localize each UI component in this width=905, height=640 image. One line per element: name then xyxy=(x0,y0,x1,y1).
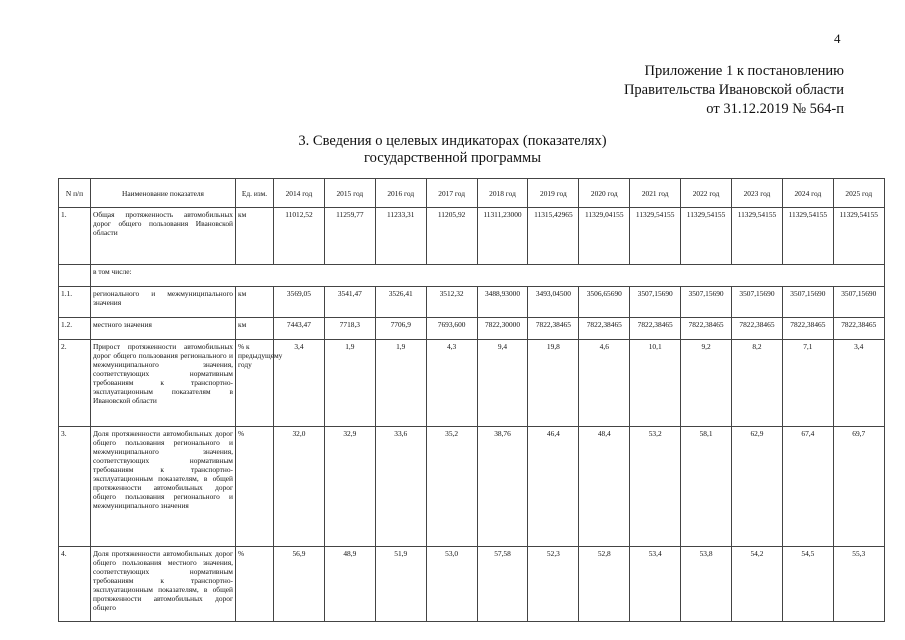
value-cell: 11329,54155 xyxy=(833,208,884,265)
value-cell: 53,4 xyxy=(630,547,681,622)
value-cell: 48,9 xyxy=(324,547,375,622)
header-cell: Наименование показателя xyxy=(91,179,236,208)
row-number xyxy=(59,265,91,287)
value-cell: 11315,42965 xyxy=(528,208,579,265)
header-cell: 2018 год xyxy=(477,179,528,208)
table-row xyxy=(59,547,885,622)
header-cell: 2017 год xyxy=(426,179,477,208)
table-row xyxy=(59,340,885,427)
appendix-line-2: Правительства Ивановской области xyxy=(623,82,844,98)
value-cell: 3507,15690 xyxy=(782,287,833,318)
header-cell: 2025 год xyxy=(833,179,884,208)
value-cell: 7822,38465 xyxy=(732,318,783,340)
value-cell: 51,9 xyxy=(375,547,426,622)
unit-cell: км xyxy=(236,208,274,265)
table-row xyxy=(59,208,885,265)
value-cell: 7822,38465 xyxy=(528,318,579,340)
header-cell: 2020 год xyxy=(579,179,630,208)
value-cell: 3512,32 xyxy=(426,287,477,318)
value-cell: 3488,93000 xyxy=(477,287,528,318)
indicator-name: регионального и межмуниципального значения xyxy=(91,287,236,318)
value-cell: 9,4 xyxy=(477,340,528,427)
value-cell: 52,3 xyxy=(528,547,579,622)
table-row xyxy=(59,265,885,287)
value-cell: 11205,92 xyxy=(426,208,477,265)
value-cell: 35,2 xyxy=(426,427,477,547)
unit-cell: км xyxy=(236,318,274,340)
value-cell: 57,58 xyxy=(477,547,528,622)
value-cell: 3507,15690 xyxy=(732,287,783,318)
table-header-row xyxy=(59,179,885,208)
row-number: 2. xyxy=(59,340,91,427)
value-cell: 53,8 xyxy=(681,547,732,622)
table-row xyxy=(59,318,885,340)
value-cell: 7822,38465 xyxy=(681,318,732,340)
row-number: 1.2. xyxy=(59,318,91,340)
value-cell: 11311,23000 xyxy=(477,208,528,265)
indicator-name: Доля протяженности автомобильных дорог общего пользования местного значения, соответствующих нормативным требованиям к транспортно-эксплуатационным показателям, в общей протяженности автомобильных дорог общего xyxy=(91,547,236,622)
page-number: 4 xyxy=(834,31,841,46)
header-cell: 2019 год xyxy=(528,179,579,208)
header-cell: 2024 год xyxy=(782,179,833,208)
value-cell: 67,4 xyxy=(782,427,833,547)
value-cell: 7822,38465 xyxy=(833,318,884,340)
value-cell: 69,7 xyxy=(833,427,884,547)
value-cell: 54,2 xyxy=(732,547,783,622)
value-cell: 11259,77 xyxy=(324,208,375,265)
value-cell: 32,0 xyxy=(274,427,325,547)
value-cell: 3507,15690 xyxy=(681,287,732,318)
header-cell: 2014 год xyxy=(274,179,325,208)
value-cell: 56,9 xyxy=(274,547,325,622)
value-cell: 3507,15690 xyxy=(833,287,884,318)
value-cell: 1,9 xyxy=(375,340,426,427)
header-cell: 2021 год xyxy=(630,179,681,208)
row-number: 1. xyxy=(59,208,91,265)
value-cell: 52,8 xyxy=(579,547,630,622)
indicator-name: Прирост протяженности автомобильных дорог общего пользования регионального и межмуниципального значения, соответствующих нормативным требованиям к транспортно-эксплуатационным показателям в Ивановской области xyxy=(91,340,236,427)
value-cell: 4,6 xyxy=(579,340,630,427)
indicator-name: Доля протяженности автомобильных дорог общего пользования регионального и межмуниципального значения, соответствующих нормативным требованиям к транспортно-эксплуатационным показателям, в общей протяженности автомобильных дорог общего пользования регионального и межмуниципального значения xyxy=(91,427,236,547)
header-cell: 2015 год xyxy=(324,179,375,208)
unit-cell: % xyxy=(236,427,274,547)
table-row xyxy=(59,427,885,547)
value-cell: 3507,15690 xyxy=(630,287,681,318)
value-cell: 4,3 xyxy=(426,340,477,427)
value-cell: 7443,47 xyxy=(274,318,325,340)
value-cell: 55,3 xyxy=(833,547,884,622)
value-cell: 11012,52 xyxy=(274,208,325,265)
title-line-1: 3. Сведения о целевых индикаторах (показателях) xyxy=(298,133,607,149)
title-line-2: государственной программы xyxy=(364,150,541,166)
appendix-line-3: от 31.12.2019 № 564-п xyxy=(706,101,844,117)
value-cell: 62,9 xyxy=(732,427,783,547)
value-cell: 7693,600 xyxy=(426,318,477,340)
value-cell: 7,1 xyxy=(782,340,833,427)
value-cell: 3526,41 xyxy=(375,287,426,318)
indicator-name: местного значения xyxy=(91,318,236,340)
value-cell: 9,2 xyxy=(681,340,732,427)
table-row xyxy=(59,287,885,318)
value-cell: 8,2 xyxy=(732,340,783,427)
value-cell: 1,9 xyxy=(324,340,375,427)
value-cell: 7718,3 xyxy=(324,318,375,340)
appendix-header xyxy=(624,62,844,119)
value-cell: 7706,9 xyxy=(375,318,426,340)
header-cell: 2022 год xyxy=(681,179,732,208)
unit-cell: км xyxy=(236,287,274,318)
value-cell: 11233,31 xyxy=(375,208,426,265)
row-number: 1.1. xyxy=(59,287,91,318)
value-cell: 33,6 xyxy=(375,427,426,547)
unit-cell: % к предыдущему году xyxy=(236,340,274,427)
row-number: 3. xyxy=(59,427,91,547)
value-cell: 46,4 xyxy=(528,427,579,547)
document-title xyxy=(0,133,905,167)
header-cell: Ед. изм. xyxy=(236,179,274,208)
value-cell: 3,4 xyxy=(274,340,325,427)
value-cell: 7822,38465 xyxy=(630,318,681,340)
header-cell: 2016 год xyxy=(375,179,426,208)
value-cell: 3,4 xyxy=(833,340,884,427)
value-cell: 3541,47 xyxy=(324,287,375,318)
value-cell: 58,1 xyxy=(681,427,732,547)
header-cell: N п/п xyxy=(59,179,91,208)
value-cell: 19,8 xyxy=(528,340,579,427)
indicators-table xyxy=(58,178,885,622)
value-cell: 11329,54155 xyxy=(681,208,732,265)
value-cell: 11329,54155 xyxy=(782,208,833,265)
value-cell: 53,0 xyxy=(426,547,477,622)
value-cell: 11329,04155 xyxy=(579,208,630,265)
unit-cell: % xyxy=(236,547,274,622)
value-cell: 3569,05 xyxy=(274,287,325,318)
subheading-cell: в том числе: xyxy=(91,265,885,287)
indicator-name: Общая протяженность автомобильных дорог общего пользования Ивановской области xyxy=(91,208,236,265)
value-cell: 48,4 xyxy=(579,427,630,547)
value-cell: 54,5 xyxy=(782,547,833,622)
value-cell: 3493,04500 xyxy=(528,287,579,318)
header-cell: 2023 год xyxy=(732,179,783,208)
appendix-line-1: Приложение 1 к постановлению xyxy=(644,63,844,79)
value-cell: 7822,38465 xyxy=(579,318,630,340)
value-cell: 38,76 xyxy=(477,427,528,547)
value-cell: 11329,54155 xyxy=(630,208,681,265)
row-number: 4. xyxy=(59,547,91,622)
value-cell: 32,9 xyxy=(324,427,375,547)
value-cell: 3506,65690 xyxy=(579,287,630,318)
value-cell: 11329,54155 xyxy=(732,208,783,265)
value-cell: 10,1 xyxy=(630,340,681,427)
value-cell: 7822,38465 xyxy=(782,318,833,340)
value-cell: 53,2 xyxy=(630,427,681,547)
value-cell: 7822,30000 xyxy=(477,318,528,340)
